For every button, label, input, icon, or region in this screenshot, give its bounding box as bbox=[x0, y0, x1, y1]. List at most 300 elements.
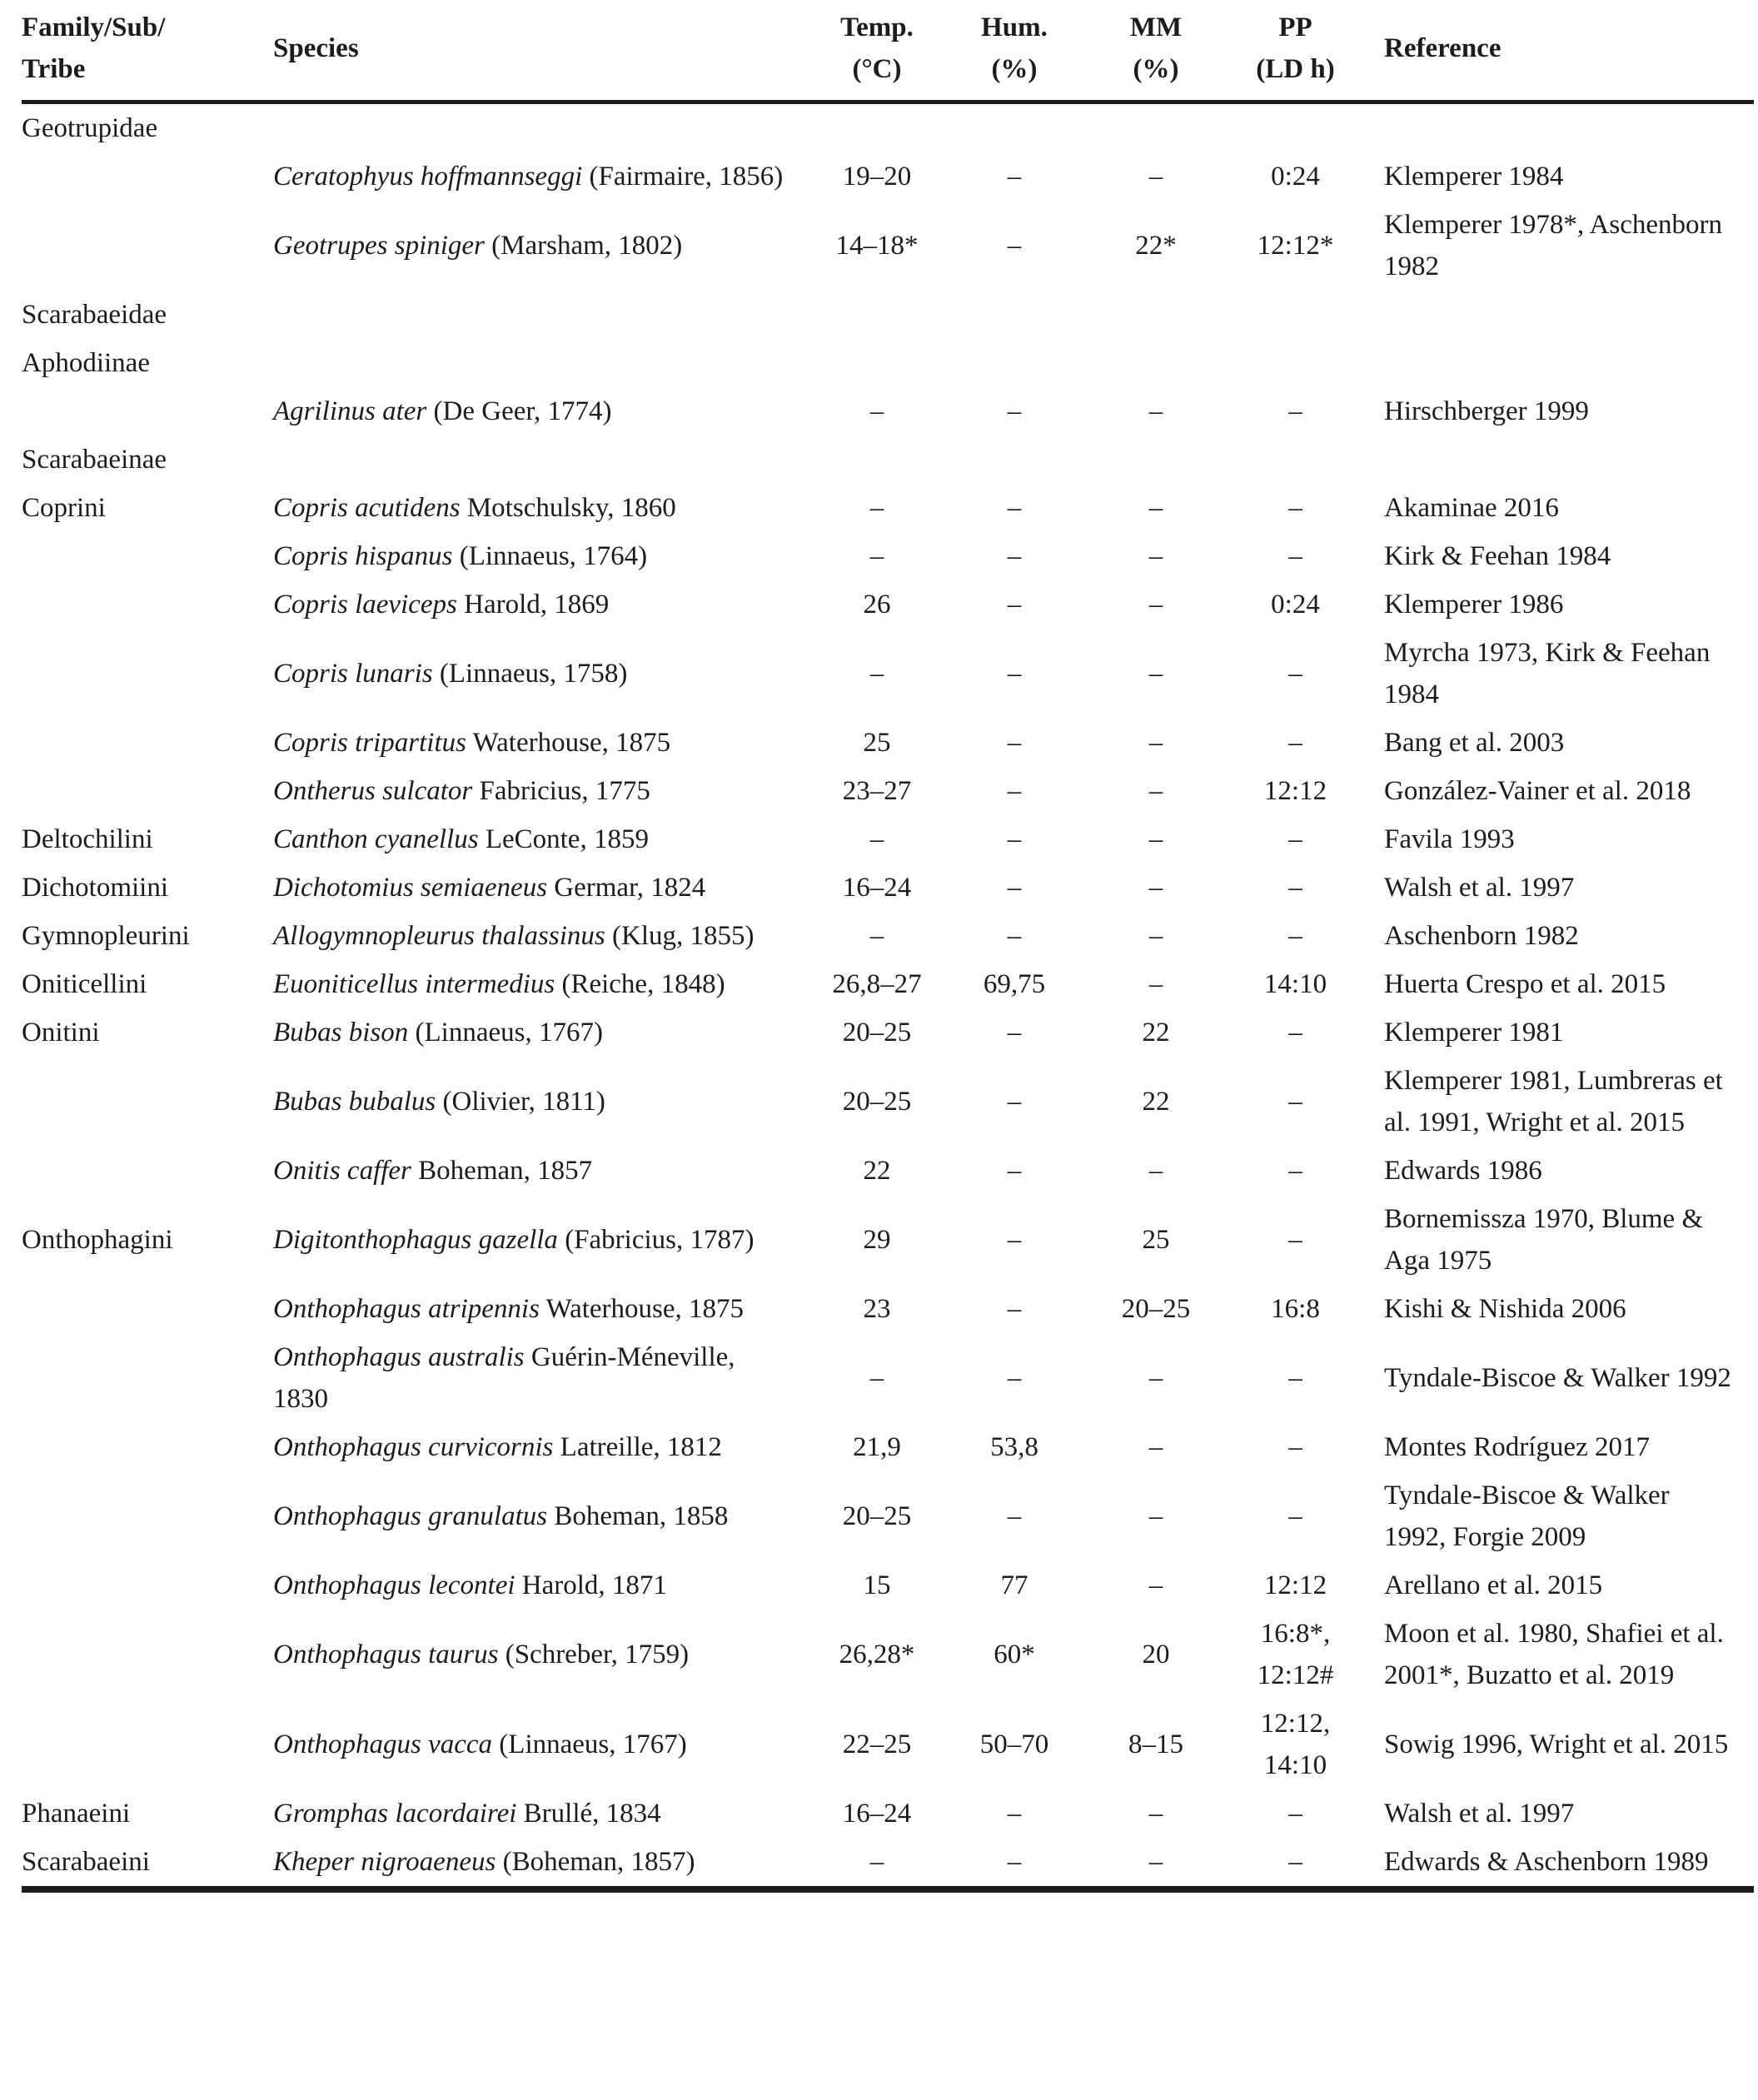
hum-cell: – bbox=[1007, 1018, 1022, 1048]
mm-cell: – bbox=[1148, 1363, 1163, 1393]
species-author-year: Waterhouse, 1875 bbox=[545, 1294, 745, 1324]
species-author-year: (Schreber, 1759) bbox=[505, 1640, 690, 1670]
tribe-label bbox=[22, 1333, 273, 1423]
reference-cell bbox=[1364, 291, 1754, 339]
temp-cell: 15 bbox=[863, 1570, 891, 1600]
species-cell bbox=[273, 629, 810, 719]
reference-cell bbox=[1364, 339, 1754, 387]
hum-cell bbox=[944, 435, 1085, 484]
pp-cell: 0:24 bbox=[1271, 590, 1320, 620]
hum-cell: – bbox=[1007, 541, 1022, 571]
pp-cell: 12:12 bbox=[1263, 776, 1327, 806]
mm-cell: 20–25 bbox=[1121, 1294, 1191, 1324]
species-scientific-name: Digitonthophagus gazella bbox=[273, 1225, 558, 1255]
species-scientific-name: Bubas bison bbox=[273, 1018, 409, 1048]
species-row bbox=[22, 1561, 1754, 1610]
reference-cell: Walsh et al. 1997 bbox=[1384, 1799, 1575, 1829]
species-cell bbox=[273, 863, 810, 912]
mm-cell: 20 bbox=[1142, 1640, 1170, 1670]
temp-cell: 23 bbox=[863, 1294, 891, 1324]
hum-cell bbox=[944, 102, 1085, 153]
tribe-label: Coprini bbox=[22, 493, 106, 523]
species-row bbox=[22, 201, 1754, 291]
temp-cell: 20–25 bbox=[842, 1501, 912, 1531]
tribe-label bbox=[22, 1471, 273, 1561]
temp-cell: 21,9 bbox=[853, 1432, 901, 1462]
mm-cell: – bbox=[1148, 162, 1163, 192]
reference-cell: Klemperer 1984 bbox=[1384, 162, 1564, 192]
species-author-year: Waterhouse, 1875 bbox=[472, 728, 671, 758]
reference-cell: Arellano et al. 2015 bbox=[1384, 1570, 1603, 1600]
temp-cell: 19–20 bbox=[842, 162, 912, 192]
pp-cell: – bbox=[1288, 1799, 1302, 1829]
pp-cell: 12:12, 14:10 bbox=[1260, 1709, 1331, 1780]
reference-cell: González-Vainer et al. 2018 bbox=[1384, 776, 1691, 806]
pp-cell: – bbox=[1288, 1501, 1302, 1531]
reference-cell: Hirschberger 1999 bbox=[1384, 396, 1589, 426]
reference-cell: Aschenborn 1982 bbox=[1384, 921, 1579, 951]
species-cell bbox=[273, 1561, 810, 1610]
mm-cell: – bbox=[1148, 541, 1163, 571]
family-label: Scarabaeinae bbox=[22, 445, 167, 475]
species-row bbox=[22, 1285, 1754, 1333]
group-heading-row bbox=[22, 339, 1754, 387]
temp-cell: – bbox=[869, 493, 884, 523]
tribe-label: Deltochilini bbox=[22, 824, 153, 854]
temp-cell bbox=[810, 291, 944, 339]
temp-cell: 20–25 bbox=[842, 1087, 912, 1117]
species-scientific-name: Allogymnopleurus thalassinus bbox=[273, 921, 605, 951]
pp-cell: – bbox=[1288, 396, 1302, 426]
species-row bbox=[22, 387, 1754, 435]
species-row bbox=[22, 1838, 1754, 1889]
species-scientific-name: Onthophagus taurus bbox=[273, 1640, 499, 1670]
hum-cell bbox=[944, 339, 1085, 387]
reference-cell: Tyndale-Biscoe & Walker 1992, Forgie 2009 bbox=[1384, 1480, 1670, 1552]
pp-cell: – bbox=[1288, 921, 1302, 951]
species-row bbox=[22, 484, 1754, 532]
mm-cell: – bbox=[1148, 824, 1163, 854]
temp-cell: – bbox=[869, 824, 884, 854]
pp-cell: – bbox=[1288, 1018, 1302, 1048]
species-cell bbox=[273, 484, 810, 532]
species-author-year: Latreille, 1812 bbox=[560, 1432, 722, 1462]
species-row bbox=[22, 532, 1754, 580]
pp-cell: – bbox=[1288, 541, 1302, 571]
temp-cell: 26,8–27 bbox=[832, 969, 922, 999]
temp-cell bbox=[810, 339, 944, 387]
hum-cell: – bbox=[1007, 1294, 1022, 1324]
species-author-year: (Fairmaire, 1856) bbox=[589, 162, 784, 192]
species-row bbox=[22, 719, 1754, 767]
hum-cell: – bbox=[1007, 590, 1022, 620]
pp-cell bbox=[1227, 102, 1364, 153]
species-cell bbox=[273, 152, 810, 201]
temp-cell: – bbox=[869, 921, 884, 951]
temp-cell: 23–27 bbox=[842, 776, 912, 806]
tribe-label: Phanaeini bbox=[22, 1799, 131, 1829]
pp-cell: – bbox=[1288, 728, 1302, 758]
hum-cell: 77 bbox=[1000, 1570, 1028, 1600]
group-heading-row bbox=[22, 291, 1754, 339]
species-cell bbox=[273, 1789, 810, 1838]
temp-cell: 20–25 bbox=[842, 1018, 912, 1048]
species-scientific-name: Copris laeviceps bbox=[273, 590, 457, 620]
mm-cell: – bbox=[1148, 590, 1163, 620]
pp-cell: 0:24 bbox=[1271, 162, 1320, 192]
tribe-label bbox=[22, 1699, 273, 1789]
species-cell bbox=[273, 1699, 810, 1789]
pp-cell: – bbox=[1288, 824, 1302, 854]
species-cell bbox=[273, 1333, 810, 1423]
mm-cell: 8–15 bbox=[1128, 1729, 1183, 1759]
breeding-conditions-table bbox=[22, 5, 1754, 1893]
species-author-year: Boheman, 1857 bbox=[418, 1156, 593, 1186]
hum-cell: – bbox=[1007, 921, 1022, 951]
hum-cell: 50–70 bbox=[979, 1729, 1049, 1759]
hum-cell: – bbox=[1007, 396, 1022, 426]
mm-cell: – bbox=[1148, 1847, 1163, 1877]
reference-cell: Moon et al. 1980, Shafiei et al. 2001*, Buzatto et al. 2019 bbox=[1384, 1619, 1724, 1690]
species-scientific-name: Euoniticellus intermedius bbox=[273, 969, 555, 999]
reference-cell: Tyndale-Biscoe & Walker 1992 bbox=[1384, 1363, 1731, 1393]
species-row bbox=[22, 629, 1754, 719]
tribe-label: Gymnopleurini bbox=[22, 921, 190, 951]
species-row bbox=[22, 1057, 1754, 1147]
reference-cell bbox=[1364, 102, 1754, 153]
species-author-year: Harold, 1871 bbox=[521, 1570, 667, 1600]
mm-cell: – bbox=[1148, 1570, 1163, 1600]
species-row bbox=[22, 767, 1754, 815]
hum-cell: – bbox=[1007, 776, 1022, 806]
column-header-reference: Reference bbox=[1364, 5, 1754, 102]
reference-cell: Walsh et al. 1997 bbox=[1384, 873, 1575, 903]
mm-cell: 25 bbox=[1142, 1225, 1170, 1255]
reference-cell: Klemperer 1986 bbox=[1384, 590, 1564, 620]
species-scientific-name: Copris tripartitus bbox=[273, 728, 466, 758]
reference-cell: Akaminae 2016 bbox=[1384, 493, 1559, 523]
species-author-year: (Reiche, 1848) bbox=[561, 969, 725, 999]
species-scientific-name: Onitis caffer bbox=[273, 1156, 411, 1186]
mm-cell: – bbox=[1148, 1156, 1163, 1186]
species-author-year: (Linnaeus, 1758) bbox=[439, 659, 628, 689]
family-label: Scarabaeidae bbox=[22, 300, 167, 330]
reference-cell: Myrcha 1973, Kirk & Feehan 1984 bbox=[1384, 638, 1711, 709]
species-cell bbox=[273, 719, 810, 767]
mm-cell: – bbox=[1148, 969, 1163, 999]
species-scientific-name: Geotrupes spiniger bbox=[273, 231, 485, 261]
species-author-year: (Linnaeus, 1767) bbox=[415, 1018, 603, 1048]
species-scientific-name: Bubas bubalus bbox=[273, 1087, 436, 1117]
tribe-label: Dichotomiini bbox=[22, 873, 168, 903]
species-row bbox=[22, 1008, 1754, 1057]
hum-cell: – bbox=[1007, 1087, 1022, 1117]
species-row bbox=[22, 1471, 1754, 1561]
group-heading-row bbox=[22, 435, 1754, 484]
column-header-species: Species bbox=[273, 5, 810, 102]
tribe-label bbox=[22, 1285, 273, 1333]
species-cell bbox=[273, 1610, 810, 1699]
mm-cell: – bbox=[1148, 1432, 1163, 1462]
reference-cell: Montes Rodríguez 2017 bbox=[1384, 1432, 1650, 1462]
species-row bbox=[22, 1147, 1754, 1195]
species-cell bbox=[273, 1057, 810, 1147]
temp-cell: – bbox=[869, 1847, 884, 1877]
reference-cell: Bang et al. 2003 bbox=[1384, 728, 1565, 758]
species-row bbox=[22, 1195, 1754, 1285]
mm-cell: – bbox=[1148, 1799, 1163, 1829]
species-author-year: LeConte, 1859 bbox=[485, 824, 649, 854]
hum-cell: – bbox=[1007, 659, 1022, 689]
pp-cell bbox=[1227, 435, 1364, 484]
hum-cell: 69,75 bbox=[983, 969, 1046, 999]
temp-cell: 22 bbox=[863, 1156, 891, 1186]
species-author-year: Guérin-Méneville, 1830 bbox=[273, 1342, 735, 1414]
species-scientific-name: Onthophagus australis bbox=[273, 1342, 525, 1372]
pp-cell: 12:12* bbox=[1257, 231, 1334, 261]
hum-cell: – bbox=[1007, 728, 1022, 758]
species-scientific-name: Copris hispanus bbox=[273, 541, 453, 571]
species-row bbox=[22, 152, 1754, 201]
reference-cell: Edwards 1986 bbox=[1384, 1156, 1542, 1186]
species-author-year: (De Geer, 1774) bbox=[433, 396, 612, 426]
reference-cell: Klemperer 1978*, Aschenborn 1982 bbox=[1384, 210, 1722, 281]
pp-cell: – bbox=[1288, 493, 1302, 523]
pp-cell: 16:8*, 12:12# bbox=[1257, 1619, 1334, 1690]
tribe-label: Oniticellini bbox=[22, 969, 147, 999]
species-cell bbox=[273, 1008, 810, 1057]
reference-cell bbox=[1364, 435, 1754, 484]
species-scientific-name: Onthophagus lecontei bbox=[273, 1570, 515, 1600]
mm-cell: – bbox=[1148, 1501, 1163, 1531]
species-cell bbox=[273, 815, 810, 863]
pp-cell: – bbox=[1288, 1156, 1302, 1186]
hum-cell: – bbox=[1007, 824, 1022, 854]
species-cell bbox=[273, 1423, 810, 1471]
species-cell bbox=[273, 201, 810, 291]
species-author-year: (Olivier, 1811) bbox=[442, 1087, 605, 1117]
species-cell bbox=[273, 960, 810, 1008]
tribe-label bbox=[22, 1561, 273, 1610]
reference-cell: Klemperer 1981, Lumbreras et al. 1991, Wright et al. 2015 bbox=[1384, 1066, 1723, 1137]
pp-cell bbox=[1227, 339, 1364, 387]
pp-cell: 14:10 bbox=[1263, 969, 1327, 999]
mm-cell bbox=[1085, 102, 1227, 153]
species-row bbox=[22, 960, 1754, 1008]
species-row bbox=[22, 815, 1754, 863]
reference-cell: Sowig 1996, Wright et al. 2015 bbox=[1384, 1729, 1729, 1759]
species-cell bbox=[273, 102, 810, 153]
species-author-year: (Linnaeus, 1764) bbox=[459, 541, 648, 571]
mm-cell: 22* bbox=[1135, 231, 1177, 261]
species-row bbox=[22, 1423, 1754, 1471]
header-row bbox=[22, 5, 1754, 102]
species-cell bbox=[273, 767, 810, 815]
mm-cell: – bbox=[1148, 921, 1163, 951]
tribe-label: Scarabaeini bbox=[22, 1847, 150, 1877]
tribe-label: Onthophagini bbox=[22, 1225, 173, 1255]
hum-cell: – bbox=[1007, 162, 1022, 192]
species-author-year: Motschulsky, 1860 bbox=[466, 493, 676, 523]
mm-cell: – bbox=[1148, 493, 1163, 523]
species-cell bbox=[273, 339, 810, 387]
species-author-year: (Boheman, 1857) bbox=[502, 1847, 695, 1877]
species-author-year: Brullé, 1834 bbox=[523, 1799, 661, 1829]
reference-cell: Favila 1993 bbox=[1384, 824, 1515, 854]
species-cell bbox=[273, 387, 810, 435]
pp-cell: – bbox=[1288, 1432, 1302, 1462]
temp-cell: 25 bbox=[863, 728, 891, 758]
reference-cell: Huerta Crespo et al. 2015 bbox=[1384, 969, 1666, 999]
species-author-year: Germar, 1824 bbox=[554, 873, 706, 903]
species-cell bbox=[273, 1147, 810, 1195]
pp-cell: – bbox=[1288, 1087, 1302, 1117]
species-author-year: (Fabricius, 1787) bbox=[565, 1225, 754, 1255]
hum-cell: 53,8 bbox=[990, 1432, 1038, 1462]
species-cell bbox=[273, 532, 810, 580]
species-row bbox=[22, 1610, 1754, 1699]
hum-cell: 60* bbox=[994, 1640, 1035, 1670]
column-header-mm: MM (%) bbox=[1085, 5, 1227, 102]
pp-cell: – bbox=[1288, 1847, 1302, 1877]
species-cell bbox=[273, 1838, 810, 1889]
mm-cell: – bbox=[1148, 873, 1163, 903]
pp-cell: – bbox=[1288, 1363, 1302, 1393]
reference-cell: Kirk & Feehan 1984 bbox=[1384, 541, 1611, 571]
mm-cell: – bbox=[1148, 776, 1163, 806]
tribe-label bbox=[22, 152, 273, 201]
species-scientific-name: Onthophagus atripennis bbox=[273, 1294, 540, 1324]
hum-cell: – bbox=[1007, 873, 1022, 903]
hum-cell: – bbox=[1007, 493, 1022, 523]
species-scientific-name: Ontherus sulcator bbox=[273, 776, 473, 806]
hum-cell: – bbox=[1007, 1799, 1022, 1829]
reference-cell: Edwards & Aschenborn 1989 bbox=[1384, 1847, 1709, 1877]
species-scientific-name: Canthon cyanellus bbox=[273, 824, 479, 854]
temp-cell bbox=[810, 435, 944, 484]
species-cell bbox=[273, 580, 810, 629]
species-author-year: Fabricius, 1775 bbox=[479, 776, 650, 806]
species-scientific-name: Copris lunaris bbox=[273, 659, 433, 689]
tribe-label bbox=[22, 580, 273, 629]
tribe-label bbox=[22, 1610, 273, 1699]
tribe-label bbox=[22, 629, 273, 719]
mm-cell bbox=[1085, 291, 1227, 339]
column-header-pp: PP (LD h) bbox=[1227, 5, 1364, 102]
species-scientific-name: Onthophagus vacca bbox=[273, 1729, 493, 1759]
species-cell bbox=[273, 1285, 810, 1333]
temp-cell: 26,28* bbox=[839, 1640, 915, 1670]
species-author-year: Boheman, 1858 bbox=[554, 1501, 729, 1531]
species-cell bbox=[273, 1195, 810, 1285]
mm-cell: – bbox=[1148, 396, 1163, 426]
temp-cell: 26 bbox=[863, 590, 891, 620]
column-header-family: Family/Sub/ Tribe bbox=[22, 5, 273, 102]
pp-cell: 12:12 bbox=[1263, 1570, 1327, 1600]
species-scientific-name: Gromphas lacordairei bbox=[273, 1799, 517, 1829]
species-author-year: (Klug, 1855) bbox=[612, 921, 754, 951]
hum-cell bbox=[944, 291, 1085, 339]
tribe-label bbox=[22, 201, 273, 291]
pp-cell: – bbox=[1288, 659, 1302, 689]
species-scientific-name: Onthophagus curvicornis bbox=[273, 1432, 554, 1462]
species-scientific-name: Kheper nigroaeneus bbox=[273, 1847, 496, 1877]
temp-cell: – bbox=[869, 659, 884, 689]
species-scientific-name: Copris acutidens bbox=[273, 493, 461, 523]
species-row bbox=[22, 1699, 1754, 1789]
species-row bbox=[22, 580, 1754, 629]
temp-cell: 22–25 bbox=[842, 1729, 912, 1759]
tribe-label bbox=[22, 387, 273, 435]
temp-cell: 14–18* bbox=[835, 231, 919, 261]
reference-cell: Klemperer 1981 bbox=[1384, 1018, 1564, 1048]
temp-cell bbox=[810, 102, 944, 153]
pp-cell bbox=[1227, 291, 1364, 339]
species-scientific-name: Ceratophyus hoffmannseggi bbox=[273, 162, 583, 192]
tribe-label bbox=[22, 1423, 273, 1471]
temp-cell: 29 bbox=[863, 1225, 891, 1255]
hum-cell: – bbox=[1007, 1156, 1022, 1186]
hum-cell: – bbox=[1007, 1501, 1022, 1531]
family-label: Geotrupidae bbox=[22, 113, 158, 143]
tribe-label bbox=[22, 1147, 273, 1195]
pp-cell: 16:8 bbox=[1271, 1294, 1320, 1324]
species-row bbox=[22, 912, 1754, 960]
species-row bbox=[22, 1333, 1754, 1423]
species-author-year: (Marsham, 1802) bbox=[491, 231, 683, 261]
species-cell bbox=[273, 912, 810, 960]
tribe-label bbox=[22, 719, 273, 767]
temp-cell: – bbox=[869, 541, 884, 571]
hum-cell: – bbox=[1007, 1363, 1022, 1393]
column-header-hum: Hum. (%) bbox=[944, 5, 1085, 102]
species-author-year: Harold, 1869 bbox=[464, 590, 610, 620]
temp-cell: 16–24 bbox=[842, 873, 912, 903]
temp-cell: – bbox=[869, 396, 884, 426]
species-row bbox=[22, 863, 1754, 912]
species-cell bbox=[273, 435, 810, 484]
temp-cell: 16–24 bbox=[842, 1799, 912, 1829]
temp-cell: – bbox=[869, 1363, 884, 1393]
mm-cell bbox=[1085, 339, 1227, 387]
mm-cell: 22 bbox=[1142, 1018, 1170, 1048]
pp-cell: – bbox=[1288, 873, 1302, 903]
mm-cell: – bbox=[1148, 728, 1163, 758]
hum-cell: – bbox=[1007, 1225, 1022, 1255]
tribe-label bbox=[22, 767, 273, 815]
tribe-label bbox=[22, 532, 273, 580]
species-author-year: (Linnaeus, 1767) bbox=[499, 1729, 687, 1759]
species-scientific-name: Agrilinus ater bbox=[273, 396, 427, 426]
species-cell bbox=[273, 291, 810, 339]
hum-cell: – bbox=[1007, 1847, 1022, 1877]
species-scientific-name: Dichotomius semiaeneus bbox=[273, 873, 548, 903]
reference-cell: Bornemissza 1970, Blume & Aga 1975 bbox=[1384, 1204, 1704, 1276]
mm-cell: 22 bbox=[1142, 1087, 1170, 1117]
mm-cell: – bbox=[1148, 659, 1163, 689]
column-header-temp: Temp. (°C) bbox=[810, 5, 944, 102]
tribe-label: Onitini bbox=[22, 1018, 100, 1048]
hum-cell: – bbox=[1007, 231, 1022, 261]
species-cell bbox=[273, 1471, 810, 1561]
mm-cell bbox=[1085, 435, 1227, 484]
species-scientific-name: Onthophagus granulatus bbox=[273, 1501, 548, 1531]
species-row bbox=[22, 1789, 1754, 1838]
family-label: Aphodiinae bbox=[22, 348, 150, 378]
group-heading-row bbox=[22, 102, 1754, 153]
tribe-label bbox=[22, 1057, 273, 1147]
pp-cell: – bbox=[1288, 1225, 1302, 1255]
